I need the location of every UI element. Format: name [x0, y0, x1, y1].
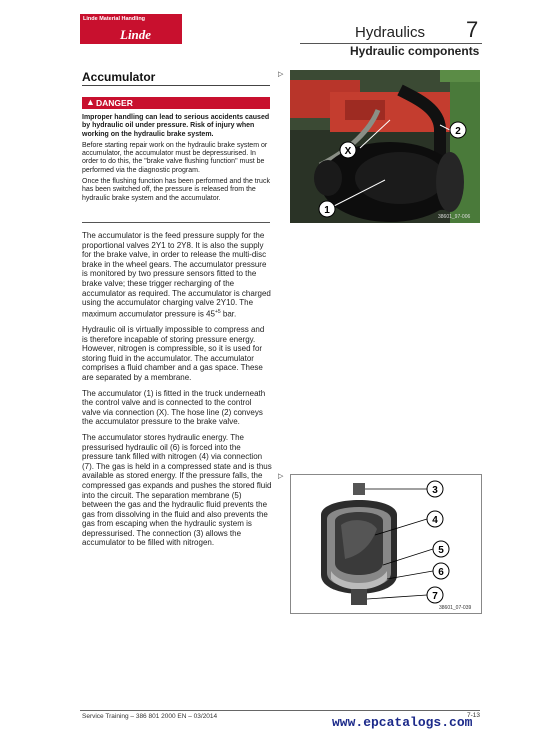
- danger-content: [82, 114, 270, 206]
- callout-4: [427, 511, 443, 527]
- danger-paragraph: Once the flushing function has been performed and the truck has been switched off, the pressure is released from the hydraulic brake system and the accumulator.: [82, 178, 270, 202]
- figure-code: 38601_07-039: [439, 605, 472, 611]
- svg-text:X: X: [344, 146, 352, 157]
- body-paragraph: The accumulator is the feed pressure supply for the proportional valves 2Y1 to 2Y8. It is also the supply for the brake valve, in order to release the multi-disc brake in the wheel gears. The accumulator pressure is monitored by two pressure sensors fitted to the brake valve; these trigger recharging of the accumulator as required. The accumulator is charged using the accumulator charging valve 2Y10. The maximum accumulator pressure is $45^{+5}$ bar.: [82, 231, 271, 319]
- accumulator-cutaway-diagram: [290, 474, 482, 614]
- callout-1: [319, 201, 335, 217]
- danger-box-rule: [82, 222, 270, 223]
- warning-triangle-icon: ▲: [86, 97, 95, 107]
- accumulator-cutaway-illustration: [291, 475, 481, 613]
- footer-rule: [80, 710, 480, 711]
- callout-6: [433, 563, 449, 579]
- chapter-title: Hydraulics: [355, 24, 426, 41]
- accumulator-installed-photo: [290, 70, 480, 223]
- body-text: [82, 231, 272, 554]
- pressure-tolerance: +5: [214, 308, 221, 315]
- callout-3: [427, 481, 443, 497]
- svg-text:5: 5: [438, 545, 444, 556]
- footer-document-info: Service Training – 386 801 2000 EN – 03/2014: [82, 713, 218, 720]
- danger-paragraph: Before starting repair work on the hydraulic brake system or accumulator, the accumulator must be depressurised. In order to do this, the "brake valve flushing function" must be performed via the diagnostic program.: [82, 141, 268, 174]
- callout-5: [433, 541, 449, 557]
- danger-warning-text: Improper handling can lead to serious accidents caused by hydraulic oil under pressure. Risk of injury when working on the hydraulic brake system.: [82, 114, 270, 138]
- chapter-number: 7: [466, 17, 479, 42]
- linde-logo: Linde: [120, 27, 152, 42]
- brand-name: Linde Material Handling: [83, 16, 146, 22]
- callout-7: [427, 587, 443, 603]
- page-subtitle: Hydraulic components: [350, 44, 480, 58]
- svg-text:6: 6: [438, 567, 444, 578]
- body-paragraph: The accumulator stores hydraulic energy. The pressurised hydraulic oil (6) is forced into the pressure tank filled with nitrogen (4) via connection (7). The gas is held in a compressed state and is thus available as stored energy. If the pressure falls, the compressed gas expands and pushes the stored fluid into the circuit. The separation membrane (5) between the gas and the hydraulic fluid prevents the gas from dissolving in the fluid and also prevents the gas from escaping when the hydraulic system is depressurised. The connection (3) allows the accumulator to be filled with nitrogen.: [82, 432, 272, 548]
- section-title: Accumulator: [82, 70, 156, 84]
- svg-text:4: 4: [432, 515, 438, 526]
- page-number: 7-13: [467, 712, 481, 719]
- body-paragraph: The accumulator (1) is fitted in the truck underneath the control valve and is connected to the control valve via connection (X). The hose line (2) conveys the accumulator pressure to the brake valve.: [82, 388, 266, 427]
- figure-reference-arrow-icon: ▷: [278, 71, 284, 78]
- figure-reference-arrow-icon: ▷: [278, 473, 284, 480]
- body-paragraph: Hydraulic oil is virtually impossible to compress and is therefore incapable of storing pressure energy. However, nitrogen is compressible, so it is used for storing fluid in the accumulator. The accumulator comprises a fluid chamber and a gas space. These are separated by a membrane.: [82, 325, 265, 382]
- watermark: www.epcatalogs.com: [332, 715, 473, 730]
- danger-label: DANGER: [96, 98, 133, 108]
- callout-x: [340, 142, 356, 158]
- svg-text:3: 3: [432, 485, 438, 496]
- figure-code: 38601_97-006: [438, 214, 471, 220]
- svg-text:7: 7: [432, 591, 438, 602]
- svg-text:2: 2: [455, 126, 461, 137]
- callout-2: [450, 122, 466, 138]
- accumulator-installed-illustration: [290, 70, 480, 223]
- section-rule: [82, 85, 270, 86]
- svg-text:1: 1: [324, 205, 330, 216]
